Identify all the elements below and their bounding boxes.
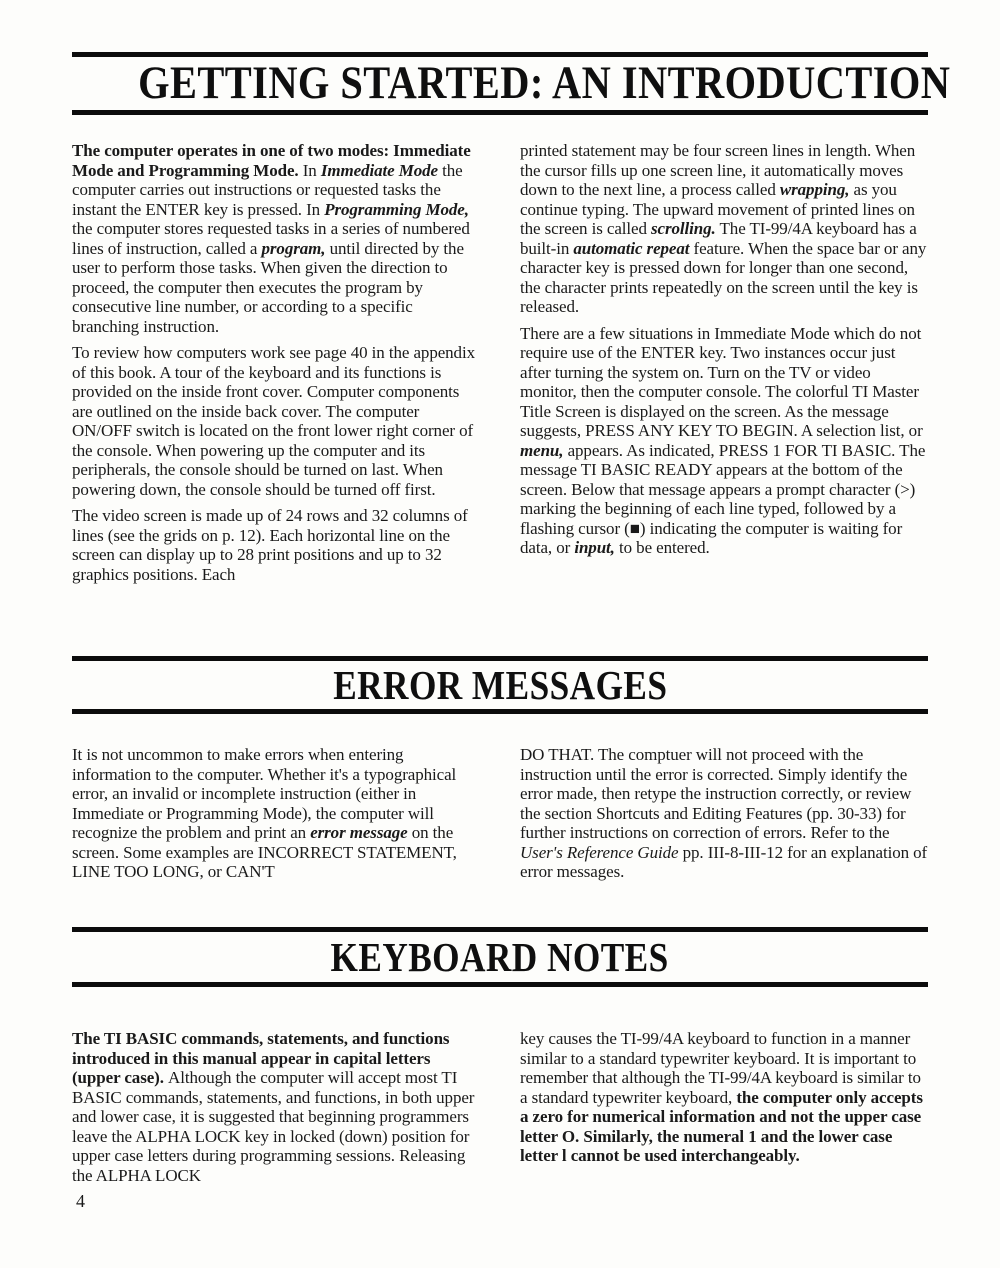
text-run: It is not uncommon to make errors when entering information to the computer. Whether it's a typographical error, an invalid or incomplete instruction (either in Immediate or Programming Mode), the computer will recognize the problem and print an	[72, 745, 457, 842]
text-run: error message	[310, 823, 408, 842]
text-run: automatic repeat	[573, 238, 690, 258]
section-body-keyboard-notes	[72, 1029, 928, 1192]
text-column-left	[72, 1029, 480, 1192]
text-run: The TI-99/4A keyboard has a built-in	[520, 219, 917, 258]
section-title: KEYBOARD NOTES	[330, 934, 670, 980]
text-column-left	[72, 745, 480, 889]
section-body-getting-started	[72, 141, 928, 591]
text-column-right	[520, 745, 928, 889]
text-run: feature. When the space bar or any character key is pressed down for longer than one second, the character prints repeatedly on the screen until the key is released.	[520, 238, 927, 316]
paragraph	[520, 1029, 928, 1166]
text-run: The video screen is made up of 24 rows and 32 columns of lines (see the grids on p. 12). Each horizontal line on the screen can display up to 28 print positions and up to 32 graphics positions. Each	[72, 506, 468, 584]
text-column-right	[520, 1029, 928, 1192]
text-run: The TI BASIC commands, statements, and functions introduced in this manual appear in capital letters (upper case).	[72, 1029, 450, 1087]
text-run: The computer operates in one of two modes: Immediate Mode and Programming Mode.	[72, 141, 471, 180]
text-column-left	[72, 141, 480, 591]
text-run: until directed by the user to perform those tasks. When given the direction to proceed, the computer then executes the program by consecutive line number, or according to a specific branching instruction.	[72, 238, 464, 336]
section-header-keyboard-notes	[72, 927, 928, 987]
text-column-right	[520, 141, 928, 591]
paragraph	[72, 141, 480, 336]
text-run: on the screen. Some examples are INCORRECT STATEMENT, LINE TOO LONG, or CAN'T	[72, 823, 457, 881]
text-run: as you continue typing. The upward movement of printed lines on the screen is called	[520, 180, 915, 238]
text-run: In	[302, 160, 321, 180]
section-body-error-messages	[72, 745, 928, 889]
text-run: to be entered.	[614, 538, 710, 557]
paragraph	[520, 324, 928, 558]
section-header-error-messages	[72, 656, 928, 714]
text-run: the computer only accepts a zero for numerical information and not the upper case letter O. Similarly, the numeral 1 and the lower case letter l cannot be used interchangeably.	[520, 1087, 923, 1165]
text-run: There are a few situations in Immediate Mode which do not require use of the ENTER key. Two instances occur just after turning the system on. Turn on the TV or video monitor, then the computer console. The colorful TI Master Title Screen is displayed on the screen. As the message suggests, PRESS ANY KEY TO BEGIN. A selection list, or	[520, 323, 923, 440]
paragraph	[72, 506, 480, 584]
text-run: key causes the TI-99/4A keyboard to function in a manner similar to a standard typewriter keyboard. It is important to remember that although the TI-99/4A keyboard is similar to a standard typewriter keyboard,	[520, 1029, 921, 1107]
text-run: menu,	[520, 440, 564, 460]
section-header-getting-started	[72, 52, 951, 115]
text-run: Although the computer will accept most TI BASIC commands, statements, and functions, in both upper and lower case, it is suggested that beginning programmers leave the ALPHA LOCK key in locked (down) position for upper case letters during programming sessions. Releasing the ALPHA LOCK	[72, 1068, 475, 1185]
text-run: printed statement may be four screen lines in length. When the cursor fills up one screen line, it automatically moves down to the next line, a process called	[520, 141, 916, 199]
text-run: the computer carries out instructions or requested tasks the instant the ENTER key is pressed. In	[72, 160, 463, 219]
text-run: wrapping,	[779, 180, 850, 199]
paragraph	[520, 141, 928, 317]
text-run: input,	[574, 538, 615, 557]
section-title: ERROR MESSAGES	[332, 662, 668, 708]
text-run: DO THAT. The comptuer will not proceed with the instruction until the error is corrected. Simply identify the error made, then retype the instruction correctly, or review the section Shortcuts and Editing Features (pp. 30-33) for further instructions on correction of errors. Refer to the	[520, 745, 912, 842]
text-run: Immediate Mode	[320, 160, 438, 180]
text-run: pp. III-8-III-12 for an explanation of error messages.	[520, 842, 928, 881]
text-run: the computer stores requested tasks in a series of numbered lines of instruction, called a	[72, 219, 470, 258]
text-run: scrolling.	[651, 219, 716, 238]
paragraph	[72, 343, 480, 499]
text-run: To review how computers work see page 40 in the appendix of this book. A tour of the keyboard and its functions is provided on the inside front cover. Computer components are outlined on the inside back cover. The computer ON/OFF switch is located on the front lower right corner of the console. When powering up the computer and its peripherals, the console should be turned on last. When powering down, the console should be turned off first.	[72, 343, 475, 499]
text-run: Programming Mode,	[324, 199, 469, 219]
text-run: appears. As indicated, PRESS 1 FOR TI BASIC. The message TI BASIC READY appears at the bottom of the screen. Below that message appears a prompt character (>) marking the beginning of each line typed, followed by a flashing cursor (■) indicating the computer is waiting for data, or	[520, 440, 926, 557]
paragraph	[72, 745, 480, 882]
text-run: program,	[261, 238, 326, 258]
page-number: 4	[76, 1191, 85, 1211]
text-run: User's Reference Guide	[520, 842, 679, 862]
section-title: GETTING STARTED: AN INTRODUCTION	[138, 57, 951, 109]
paragraph	[520, 745, 928, 882]
paragraph	[72, 1029, 480, 1185]
